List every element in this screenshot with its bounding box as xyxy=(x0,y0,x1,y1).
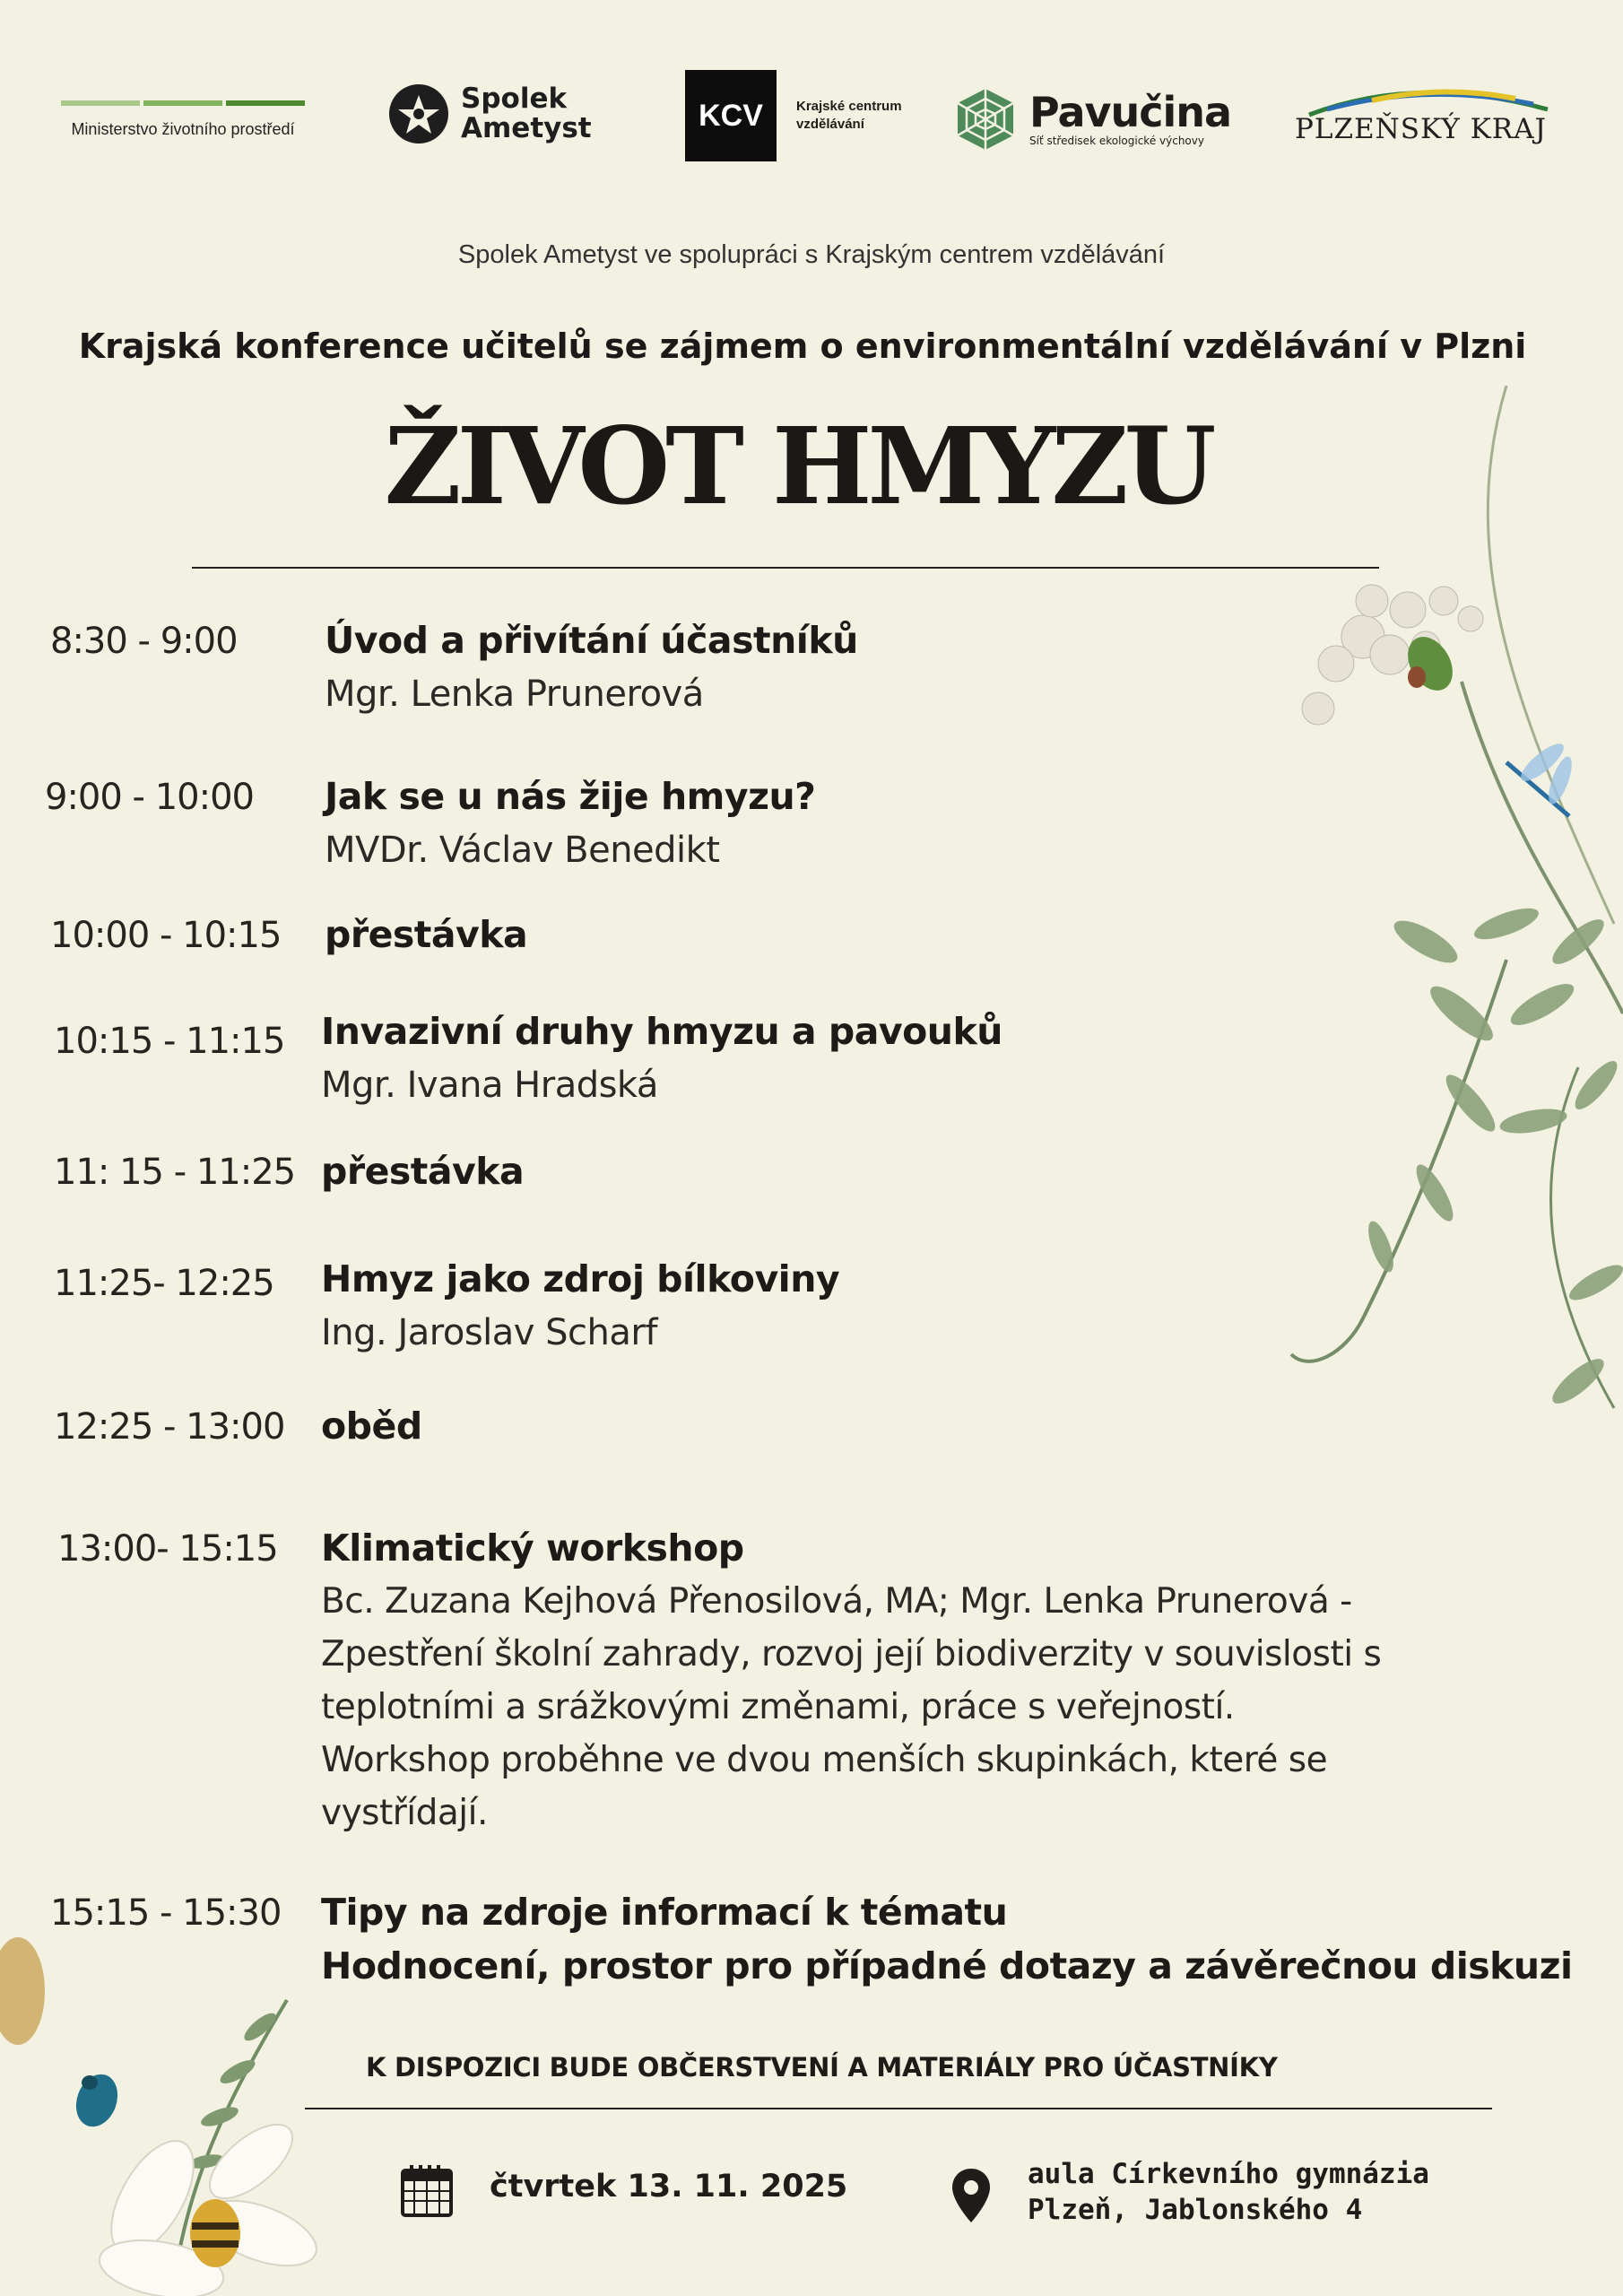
kcv-logo-line2: vzdělávání xyxy=(796,117,864,132)
kcv-logo-line1: Krajské centrum xyxy=(796,99,902,114)
program-speaker: MVDr. Václav Benedikt xyxy=(325,830,720,871)
program-time: 9:00 - 10:00 xyxy=(45,777,254,818)
workshop-description xyxy=(321,1575,1612,1839)
event-venue xyxy=(1028,2156,1429,2228)
program-title: přestávka xyxy=(325,913,528,956)
program-title: Invazivní druhy hmyzu a pavouků xyxy=(321,1010,1002,1053)
divider xyxy=(192,567,1379,569)
shield-bug-icon xyxy=(1399,629,1462,698)
ametyst-logo-line2: Ametyst xyxy=(461,112,592,144)
divider xyxy=(305,2108,1492,2109)
location-pin-icon xyxy=(950,2167,992,2224)
program-title: Klimatický workshop xyxy=(321,1526,744,1570)
program-time: 10:15 - 11:15 xyxy=(54,1021,285,1062)
workshop-description-line: vystřídají. xyxy=(321,1793,488,1833)
event-date: čtvrtek 13. 11. 2025 xyxy=(490,2169,848,2205)
kcv-logo xyxy=(685,70,913,161)
workshop-description-line: Bc. Zuzana Kejhová Přenosilová, MA; Mgr. Lenka Prunerová - xyxy=(321,1581,1352,1622)
program-time: 11: 15 - 11:25 xyxy=(54,1152,296,1193)
plzensky-kraj-text: PLZEŇSKÝ KRAJ xyxy=(1295,113,1547,145)
pavucina-logo-name: Pavučina xyxy=(1029,88,1232,136)
program-time: 8:30 - 9:00 xyxy=(50,621,238,662)
calendar-icon xyxy=(400,2163,454,2219)
beetle-icon xyxy=(69,2068,125,2132)
bee-icon xyxy=(190,2199,240,2267)
program-time: 11:25- 12:25 xyxy=(54,1263,274,1304)
program-title: oběd xyxy=(321,1405,422,1448)
program-title-secondary: Hodnocení, prostor pro případné dotazy a závěrečnou diskuzi xyxy=(321,1944,1573,1987)
program-speaker: Mgr. Lenka Prunerová xyxy=(325,674,704,715)
plzensky-kraj-logo xyxy=(1291,79,1551,154)
ministry-logo-bars xyxy=(61,100,305,106)
botanical-illustration-left xyxy=(0,1892,341,2296)
workshop-description-line: Zpestření školní zahrady, rozvoj její biodiverzity v souvislosti s xyxy=(321,1634,1382,1674)
pavucina-logo xyxy=(952,86,1231,152)
spider-web-icon xyxy=(952,86,1019,152)
program-time: 13:00- 15:15 xyxy=(57,1528,278,1570)
program-time: 12:25 - 13:00 xyxy=(54,1406,285,1448)
program-title: Hmyz jako zdroj bílkoviny xyxy=(321,1257,840,1300)
program-title: Tipy na zdroje informací k tématu xyxy=(321,1891,1008,1934)
program-title: Jak se u nás žije hmyzu? xyxy=(325,775,816,818)
workshop-description-line: Workshop proběhne ve dvou menších skupinkách, které se xyxy=(321,1740,1328,1780)
program-speaker: Mgr. Ivana Hradská xyxy=(321,1065,658,1106)
botanical-illustration-right xyxy=(1237,386,1623,1498)
ametyst-star-icon xyxy=(389,84,448,144)
workshop-description-line: teplotními a srážkovými změnami, práce s veřejností. xyxy=(321,1687,1235,1727)
conference-title: Krajská konference učitelů se zájmem o environmentální vzdělávání v Plzni xyxy=(78,326,1527,366)
program-time: 15:15 - 15:30 xyxy=(50,1892,282,1934)
ministry-logo-text: Ministerstvo životního prostředí xyxy=(71,120,295,138)
venue-line: Plzeň, Jablonského 4 xyxy=(1028,2194,1363,2226)
intro-line: Spolek Ametyst ve spolupráci s Krajským centrem vzdělávání xyxy=(457,240,1166,269)
kcv-logo-mark: KCV xyxy=(685,70,777,161)
program-time: 10:00 - 10:15 xyxy=(50,915,282,956)
refreshments-notice: K DISPOZICI BUDE OBČERSTVENÍ A MATERIÁLY PRO ÚČASTNÍKY xyxy=(366,2052,1278,2083)
venue-line: aula Církevního gymnázia xyxy=(1028,2158,1429,2190)
event-title: ŽIVOT HMYZU xyxy=(384,404,1212,528)
damselfly-icon xyxy=(1506,738,1576,816)
ametyst-logo xyxy=(389,84,592,144)
ministry-logo xyxy=(61,100,305,139)
pavucina-logo-subtitle: Síť středisek ekologické výchovy xyxy=(1029,135,1204,147)
program-title: přestávka xyxy=(321,1150,525,1193)
ametyst-logo-line1: Spolek xyxy=(461,83,568,115)
program-title: Úvod a přivítání účastníků xyxy=(325,619,858,662)
program-speaker: Ing. Jaroslav Scharf xyxy=(321,1312,657,1353)
